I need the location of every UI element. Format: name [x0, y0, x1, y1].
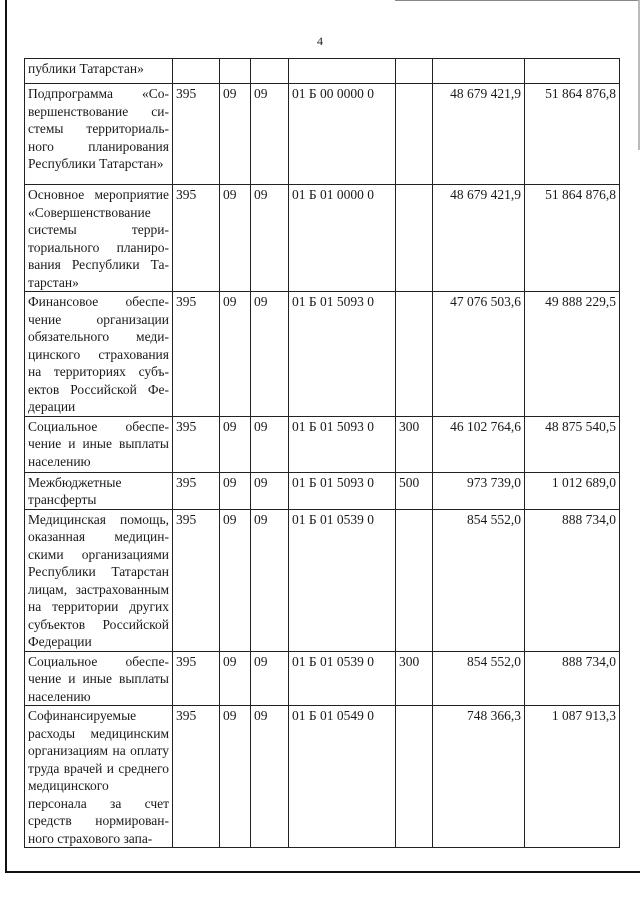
amount-year-1: 47 076 503,6: [433, 292, 525, 417]
target-code: 01 Б 01 0539 0: [289, 651, 396, 706]
amount-year-2: 1 012 689,0: [525, 472, 620, 509]
section-code: 09: [220, 509, 251, 651]
table-row: [25, 59, 620, 84]
expense-type-code: [396, 59, 433, 84]
ministry-code: 395: [173, 509, 220, 651]
amount-year-2: 51 864 876,8: [525, 185, 620, 292]
expense-type-code: 300: [396, 416, 433, 472]
row-name: публики Татарстан»: [25, 59, 173, 84]
section-code: 09: [220, 706, 251, 848]
amount-year-1: 854 552,0: [433, 651, 525, 706]
expense-type-code: [396, 706, 433, 848]
section-code: 09: [220, 472, 251, 509]
amount-year-2: 888 734,0: [525, 651, 620, 706]
amount-year-2: 1 087 913,3: [525, 706, 620, 848]
section-code: 09: [220, 185, 251, 292]
subsection-code: 09: [251, 416, 289, 472]
expense-type-code: [396, 509, 433, 651]
subsection-code: 09: [251, 651, 289, 706]
amount-year-1: [433, 59, 525, 84]
expense-type-code: [396, 84, 433, 185]
row-name: Социальное обеспечение и иные выплаты населению: [25, 651, 173, 706]
amount-year-1: 854 552,0: [433, 509, 525, 651]
target-code: 01 Б 01 0539 0: [289, 509, 396, 651]
row-name: Основное мероприятие «Совершенствование системы территориального планирования Республики Татарстан»: [25, 185, 173, 292]
ministry-code: 395: [173, 84, 220, 185]
subsection-code: 09: [251, 84, 289, 185]
amount-year-2: 51 864 876,8: [525, 84, 620, 185]
ministry-code: [173, 59, 220, 84]
expense-type-code: 500: [396, 472, 433, 509]
target-code: 01 Б 00 0000 0: [289, 84, 396, 185]
amount-year-2: 888 734,0: [525, 509, 620, 651]
amount-year-1: 748 366,3: [433, 706, 525, 848]
ministry-code: 395: [173, 292, 220, 417]
subsection-code: 09: [251, 509, 289, 651]
amount-year-1: 973 739,0: [433, 472, 525, 509]
page-number: 4: [317, 34, 323, 48]
row-name: Софинансируемые расходы медицинским организациям на оплату труда врачей и среднего медицинского персонала за счет средств нормированного страхового запа-: [25, 706, 173, 848]
scan-edge-top: [395, 0, 640, 1]
table-row: [25, 509, 620, 651]
row-name: Медицинская помощь, оказанная медицинскими организациями Республики Татарстан лицам, застрахованным на территории других субъектов Российской Федерации: [25, 509, 173, 651]
row-name: Подпрограмма «Совершенствование системы территориального планирования Республики Татарстан»: [25, 84, 173, 185]
subsection-code: 09: [251, 292, 289, 417]
table-row: [25, 651, 620, 706]
expense-type-code: 300: [396, 651, 433, 706]
target-code: 01 Б 01 5093 0: [289, 292, 396, 417]
section-code: 09: [220, 84, 251, 185]
amount-year-1: 46 102 764,6: [433, 416, 525, 472]
ministry-code: 395: [173, 185, 220, 292]
row-name: Социальное обеспечение и иные выплаты населению: [25, 416, 173, 472]
table-row: [25, 292, 620, 417]
ministry-code: 395: [173, 472, 220, 509]
target-code: 01 Б 01 5093 0: [289, 416, 396, 472]
subsection-code: 09: [251, 185, 289, 292]
subsection-code: [251, 59, 289, 84]
target-code: 01 Б 01 5093 0: [289, 472, 396, 509]
amount-year-2: [525, 59, 620, 84]
amount-year-1: 48 679 421,9: [433, 185, 525, 292]
row-name: Межбюджетные трансферты: [25, 472, 173, 509]
section-code: [220, 59, 251, 84]
scan-border-bottom: [5, 871, 640, 873]
target-code: 01 Б 01 0000 0: [289, 185, 396, 292]
table-row: [25, 185, 620, 292]
ministry-code: 395: [173, 416, 220, 472]
row-name: Финансовое обеспечение организации обязательного медицинского страхования на территориях субъектов Российской Федерации: [25, 292, 173, 417]
table-row: [25, 84, 620, 185]
target-code: [289, 59, 396, 84]
target-code: 01 Б 01 0549 0: [289, 706, 396, 848]
subsection-code: 09: [251, 706, 289, 848]
section-code: 09: [220, 416, 251, 472]
expense-type-code: [396, 292, 433, 417]
section-code: 09: [220, 651, 251, 706]
budget-table: [24, 58, 620, 848]
table-row: [25, 416, 620, 472]
table-row: [25, 706, 620, 848]
table-row: [25, 472, 620, 509]
expense-type-code: [396, 185, 433, 292]
subsection-code: 09: [251, 472, 289, 509]
ministry-code: 395: [173, 706, 220, 848]
section-code: 09: [220, 292, 251, 417]
ministry-code: 395: [173, 651, 220, 706]
amount-year-2: 48 875 540,5: [525, 416, 620, 472]
scan-border-left: [5, 0, 7, 873]
amount-year-2: 49 888 229,5: [525, 292, 620, 417]
amount-year-1: 48 679 421,9: [433, 84, 525, 185]
